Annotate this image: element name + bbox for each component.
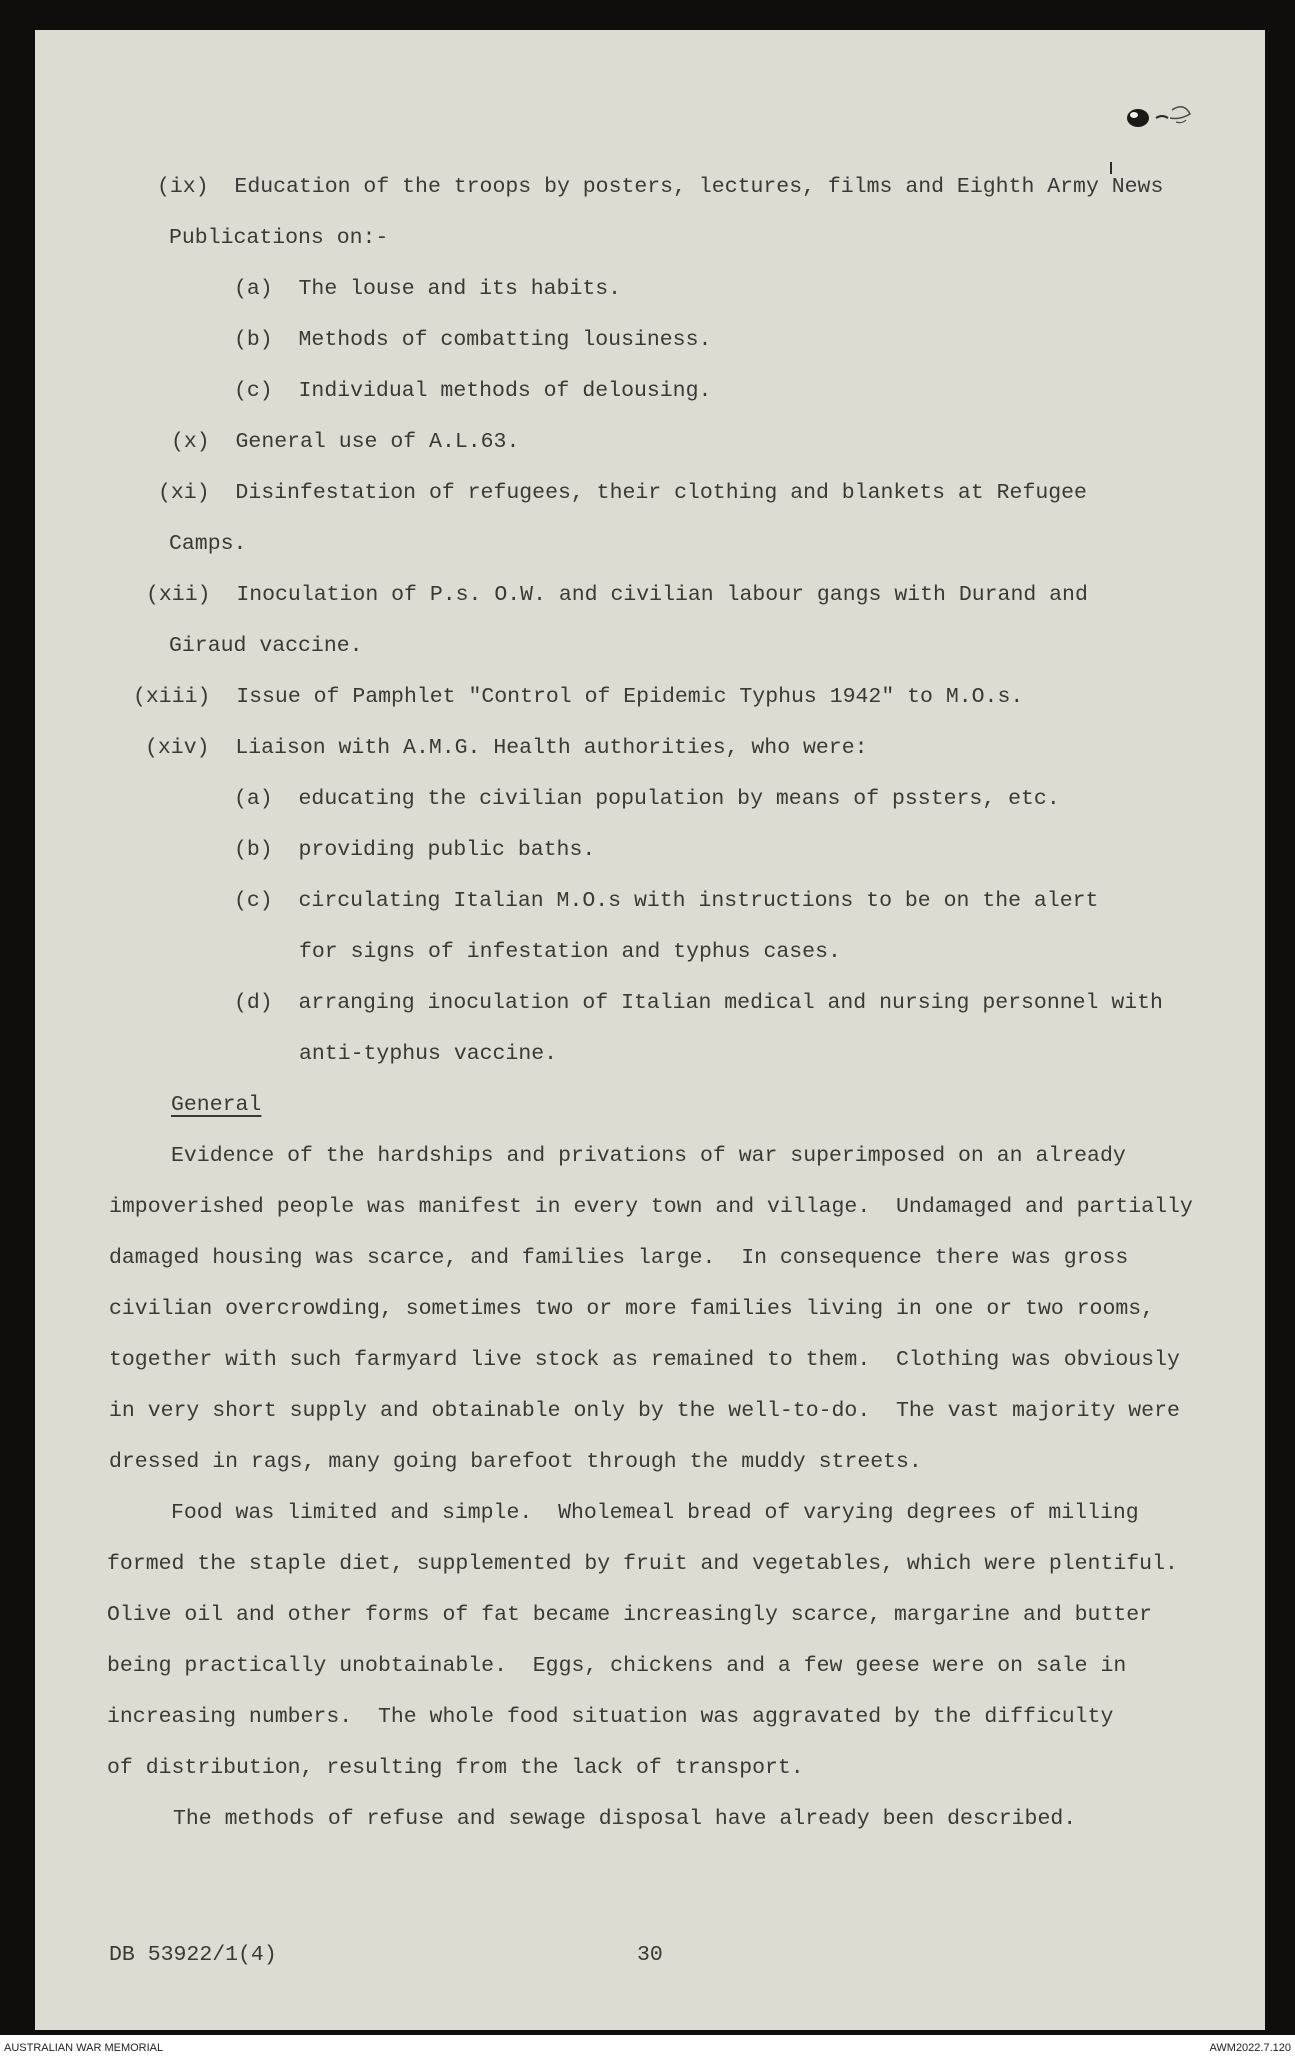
list-item: (d) arranging inoculation of Italian medical and nursing personnel with: [234, 991, 1163, 1015]
paragraph-line: of distribution, resulting from the lack of transport.: [107, 1756, 804, 1780]
list-item: (xiii) Issue of Pamphlet "Control of Epidemic Typhus 1942" to M.O.s.: [133, 685, 1024, 709]
list-item: (xiv) Liaison with A.M.G. Health authorities, who were:: [145, 736, 868, 760]
footer-archive-id: AWM2022.7.120: [1209, 2042, 1291, 2054]
text-line: anti-typhus vaccine.: [299, 1042, 558, 1066]
list-item: (xi) Disinfestation of refugees, their clothing and blankets at Refugee: [158, 481, 1087, 505]
ink-blot-mark: [1110, 88, 1200, 158]
ink-mark: [1110, 162, 1112, 174]
paragraph-line: being practically unobtainable. Eggs, chickens and a few geese were on sale in: [107, 1654, 1127, 1678]
paragraph-line: in very short supply and obtainable only by the well-to-do. The vast majority were: [109, 1399, 1180, 1423]
list-item: (b) Methods of combatting lousiness.: [234, 328, 712, 352]
paragraph-line: damaged housing was scarce, and families large. In consequence there was gross: [109, 1246, 1129, 1270]
text-line: (ix) Education of the troops by posters, lectures, films and Eighth Army News: [157, 175, 1164, 199]
list-item: (c) circulating Italian M.O.s with instructions to be on the alert: [234, 889, 1099, 913]
paragraph-line: The methods of refuse and sewage disposal have already been described.: [173, 1807, 1077, 1831]
section-heading: General: [171, 1093, 262, 1117]
paragraph-line: Food was limited and simple. Wholemeal bread of varying degrees of milling: [171, 1501, 1139, 1525]
paragraph-line: formed the staple diet, supplemented by fruit and vegetables, which were plentiful.: [107, 1552, 1178, 1576]
footer-archive-name: AUSTRALIAN WAR MEMORIAL: [4, 2042, 164, 2054]
document-reference: DB 53922/1(4): [109, 1943, 277, 1967]
list-item: (b) providing public baths.: [234, 838, 596, 862]
list-item: (c) Individual methods of delousing.: [234, 379, 712, 403]
archive-footer: [0, 2035, 1295, 2061]
list-item: (a) The louse and its habits.: [234, 277, 622, 301]
paragraph-line: together with such farmyard live stock as remained to them. Clothing was obviously: [109, 1348, 1180, 1372]
text-line: Giraud vaccine.: [169, 634, 363, 658]
paragraph-line: Olive oil and other forms of fat became increasingly scarce, margarine and butter: [107, 1603, 1153, 1627]
list-item: (a) educating the civilian population by means of pssters, etc.: [234, 787, 1060, 811]
paragraph-line: increasing numbers. The whole food situation was aggravated by the difficulty: [107, 1705, 1114, 1729]
list-item: (xii) Inoculation of P.s. O.W. and civilian labour gangs with Durand and: [146, 583, 1088, 607]
paragraph-line: civilian overcrowding, sometimes two or more families living in one or two rooms,: [109, 1297, 1155, 1321]
paragraph-line: Evidence of the hardships and privations of war superimposed on an already: [171, 1144, 1126, 1168]
paragraph-line: impoverished people was manifest in every town and village. Undamaged and partially: [109, 1195, 1193, 1219]
page-number: 30: [637, 1943, 663, 1967]
text-line: Publications on:-: [169, 226, 389, 250]
list-item: (x) General use of A.L.63.: [171, 430, 520, 454]
paragraph-line: dressed in rags, many going barefoot through the muddy streets.: [109, 1450, 922, 1474]
text-line: Camps.: [169, 532, 247, 556]
text-line: for signs of infestation and typhus cases.: [299, 940, 841, 964]
document-page: [35, 30, 1265, 2030]
